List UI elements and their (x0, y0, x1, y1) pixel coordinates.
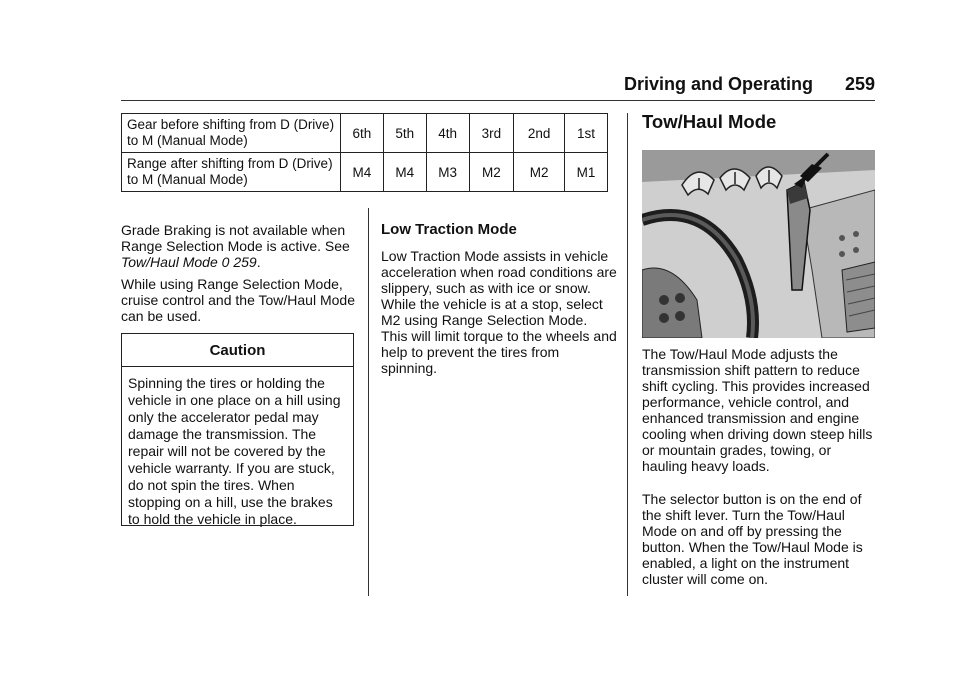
caution-title: Caution (122, 334, 353, 367)
gear-range-table (121, 113, 608, 192)
table-cell: 1st (565, 114, 608, 153)
table-cell: 4th (426, 114, 469, 153)
grade-braking-text: Grade Braking is not available when Range Selection Mode is active. (121, 222, 346, 254)
header-divider (121, 100, 875, 101)
table-row-label: Gear before shifting from D (Drive) to M (Manual Mode) (122, 114, 341, 153)
caution-box (121, 333, 354, 526)
table-row (122, 153, 608, 192)
tow-haul-paragraph-1: The Tow/Haul Mode adjusts the transmission shift pattern to reduce shift cycling. This provides increased performance, vehicle control, and enhanced transmission and engine cooling when driving down steep hills or mountain grades, towing, or hauling heavy loads. (642, 346, 873, 474)
section-title: Driving and Operating (623, 74, 813, 94)
table-cell: 5th (383, 114, 426, 153)
table-cell: 6th (341, 114, 384, 153)
shift-lever-illustration (642, 150, 875, 338)
low-traction-heading: Low Traction Mode (381, 221, 517, 238)
xref-label: Tow/Haul Mode (121, 254, 218, 270)
page-header (121, 74, 875, 98)
table-cell: M1 (565, 153, 608, 192)
caution-body: Spinning the tires or holding the vehicle in one place on a hill using only the accelerator pedal may damage the transmission. The repair will not be covered by the vehicle warranty. If you are stuck, do not spin the tires. When stopping on a hill, use the brakes to hold the vehicle in place. (128, 375, 341, 527)
low-traction-paragraph: Low Traction Mode assists in vehicle acceleration when road conditions are slippery, such as with ice or snow. While the vehicle is at a stop, select M2 using Range Selection Mode. This will limit torque to the wheels and help to prevent the tires from spinning. (381, 248, 617, 376)
see-text: See (324, 238, 350, 254)
table-cell: 3rd (469, 114, 513, 153)
page-ref-icon: 0 (221, 254, 230, 270)
tow-haul-paragraph-2: The selector button is on the end of the shift lever. Turn the Tow/Haul Mode on and off by pressing the button. When the Tow/Haul Mode is enabled, a light on the instrument cluster will come on. (642, 491, 863, 587)
table-cell: M2 (514, 153, 565, 192)
table-cell: M4 (383, 153, 426, 192)
tow-haul-heading: Tow/Haul Mode (642, 111, 777, 132)
grade-braking-paragraph (121, 222, 357, 270)
xref-page: 259 (233, 254, 257, 270)
table-row (122, 114, 608, 153)
cruise-control-paragraph: While using Range Selection Mode, cruise control and the Tow/Haul Mode can be used. (121, 276, 355, 324)
table-cell: 2nd (514, 114, 565, 153)
page-number: 259 (844, 74, 875, 94)
column-divider (368, 208, 369, 596)
table-cell: M3 (426, 153, 469, 192)
period: . (256, 254, 261, 270)
tow-haul-mode-link[interactable] (121, 254, 257, 270)
column-divider (627, 113, 628, 596)
table-cell: M4 (341, 153, 384, 192)
table-cell: M2 (469, 153, 513, 192)
table-row-label: Range after shifting from D (Drive) to M (Manual Mode) (122, 153, 341, 192)
